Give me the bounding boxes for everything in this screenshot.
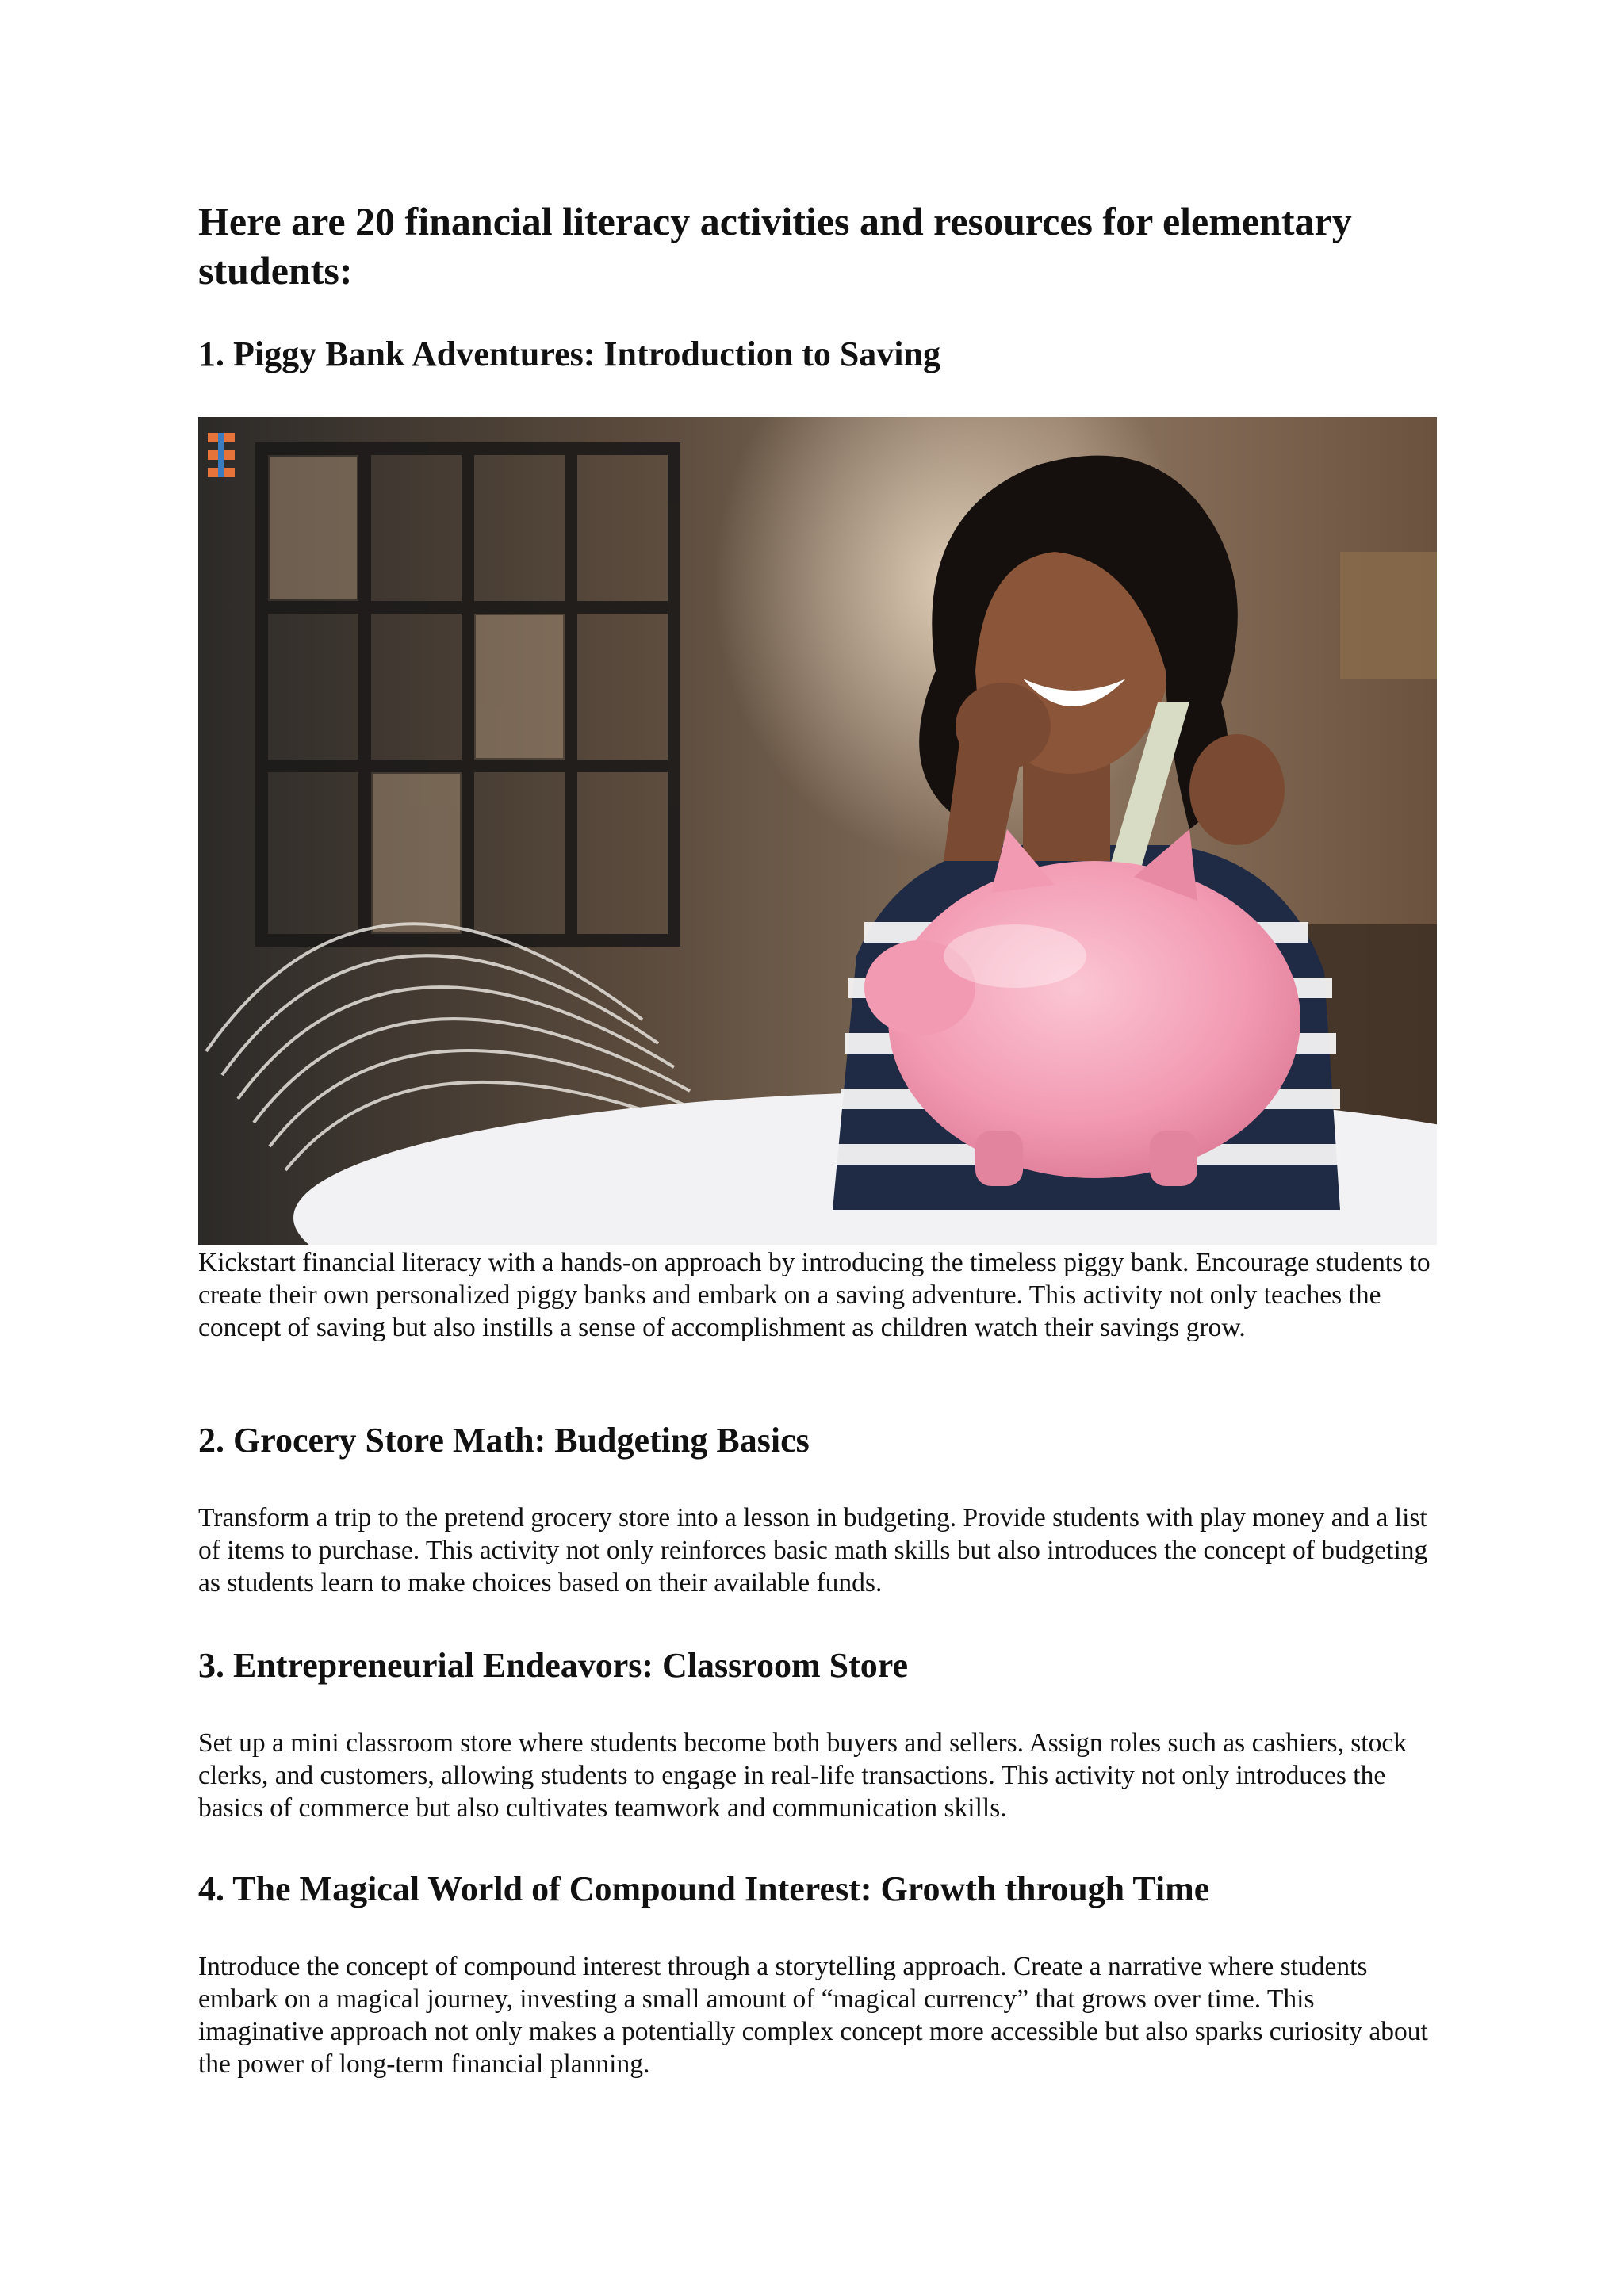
section-heading-grocery-store: 2. Grocery Store Math: Budgeting Basics <box>198 1421 810 1460</box>
section-body-classroom-store: Set up a mini classroom store where students become both buyers and sellers. Assign roles such as cashiers, stock clerks, and customers, allowing students to engage in real-life transactions. This activity not only introduces the basics of commerce but also cultivates teamwork and communication skills. <box>198 1728 1407 1823</box>
logo-icon <box>208 433 235 477</box>
section-body-piggy-bank: Kickstart financial literacy with a hands-on approach by introducing the timeless piggy bank. Encourage students to create their own personalized piggy banks and embark on a saving adventure. This activity not only teaches the concept of saving but also instills a sense of accomplishment as children watch their savings grow. <box>198 1248 1431 1342</box>
piggy-bank-photo <box>198 417 1437 1245</box>
section-heading-piggy-bank: 1. Piggy Bank Adventures: Introduction to Saving <box>198 335 940 373</box>
section-body-grocery-store: Transform a trip to the pretend grocery store into a lesson in budgeting. Provide students with play money and a list of items to purchase. This activity not only reinforces basic math skills but also introduces the concept of budgeting as students learn to make choices based on their available funds. <box>198 1503 1428 1598</box>
section-body-compound-interest: Introduce the concept of compound interest through a storytelling approach. Create a narrative where students embark on a magical journey, investing a small amount of “magical currency” that grows over time. This imaginative approach not only makes a potentially complex concept more accessible but also sparks curiosity about the power of long-term financial planning. <box>198 1952 1428 2079</box>
section-heading-classroom-store: 3. Entrepreneurial Endeavors: Classroom Store <box>198 1646 909 1685</box>
section-heading-compound-interest: 4. The Magical World of Compound Interest: Growth through Time <box>198 1869 1210 1908</box>
page-title: Here are 20 financial literacy activities and resources for elementary students: <box>198 199 1352 293</box>
